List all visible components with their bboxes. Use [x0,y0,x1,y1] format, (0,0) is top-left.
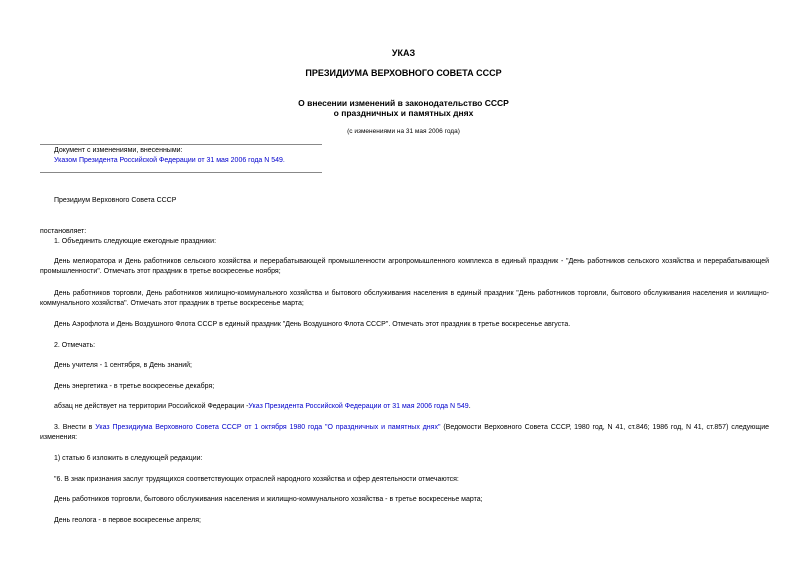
presidium-text: Президиум Верховного Совета СССР [54,197,177,204]
changes-bottom-rule [40,172,322,173]
para-abolished [54,402,471,412]
abolished-end: . [468,403,471,410]
article-6-trade-day: День работников торговли, бытового обслуживания населения и жилищно-коммунального хозяйства - в третье воскресенье марта; [54,496,483,503]
changes-label: Документ с изменениями, внесенными: [54,147,183,154]
para-aeroflot-day: День Аэрофлота и День Воздушного Флота СССР в единый праздник "День Воздушного Флота СССР". Отмечать этот праздник в третье воскресенье августа. [54,321,571,328]
doc-amended-note: (с изменениями на 31 мая 2006 года) [347,128,460,135]
item-1-heading: 1. Объединить следующие ежегодные праздники: [54,238,217,245]
doc-subject-line2: о праздничных и памятных днях [333,108,474,118]
doc-issuer: ПРЕЗИДИУМА ВЕРХОВНОГО СОВЕТА СССР [305,68,502,78]
para-energy-day: День энергетика - в третье воскресенье декабря; [54,383,215,390]
doc-subject-line1: О внесении изменений в законодательство СССР [298,98,509,108]
abolished-text: абзац не действует на территории Российской Федерации - [54,403,249,410]
item-3-paragraph [40,423,769,442]
item-3-link[interactable]: Указ Президиума Верховного Совета СССР от 1 октября 1980 года "О праздничных и памятных днях" [95,424,441,431]
para-teacher-day: День учителя - 1 сентября, в День знаний; [54,362,192,369]
para-agriculture-day: День мелиоратора и День работников сельского хозяйства и перерабатывающей промышленности агропромышленного комплекса в единый праздник - "День работников сельского хозяйства и перерабатывающей промышленности". Отмечать этот праздник в третье воскресенье ноября; [40,258,769,275]
subitem-1: 1) статью 6 изложить в следующей редакции: [54,455,203,462]
article-6-geologist-day: День геолога - в первое воскресенье апреля; [54,517,201,524]
para-trade-workers-day: День работников торговли, День работников жилищно-коммунального хозяйства и бытового обслуживания населения в единый праздник "День работников торговли, бытового обслуживания населения и жилищно-коммунального хозяйства". Отмечать этот праздник в третье воскресенье марта; [40,290,769,307]
changes-top-rule [40,144,322,145]
article-6-intro: "6. В знак признания заслуг трудящихся соответствующих отраслей народного хозяйства и сфер деятельности отмечаются: [54,476,459,483]
item-3-text: 3. Внести в [54,424,96,431]
item-3-rest: (Ведомости Верховного Совета СССР, 1980 год, N 41, ст.846; 1986 год, N 41, ст.857) следующие изменения: [40,424,769,441]
item-2-heading: 2. Отмечать: [54,342,96,349]
changes-link[interactable]: Указом Президента Российской Федерации от 31 мая 2006 года N 549. [54,157,285,164]
decrees-text: постановляет: [40,228,87,235]
doc-title: УКАЗ [391,48,416,58]
abolished-link[interactable]: Указ Президента Российской Федерации от 31 мая 2006 года N 549 [248,403,469,410]
